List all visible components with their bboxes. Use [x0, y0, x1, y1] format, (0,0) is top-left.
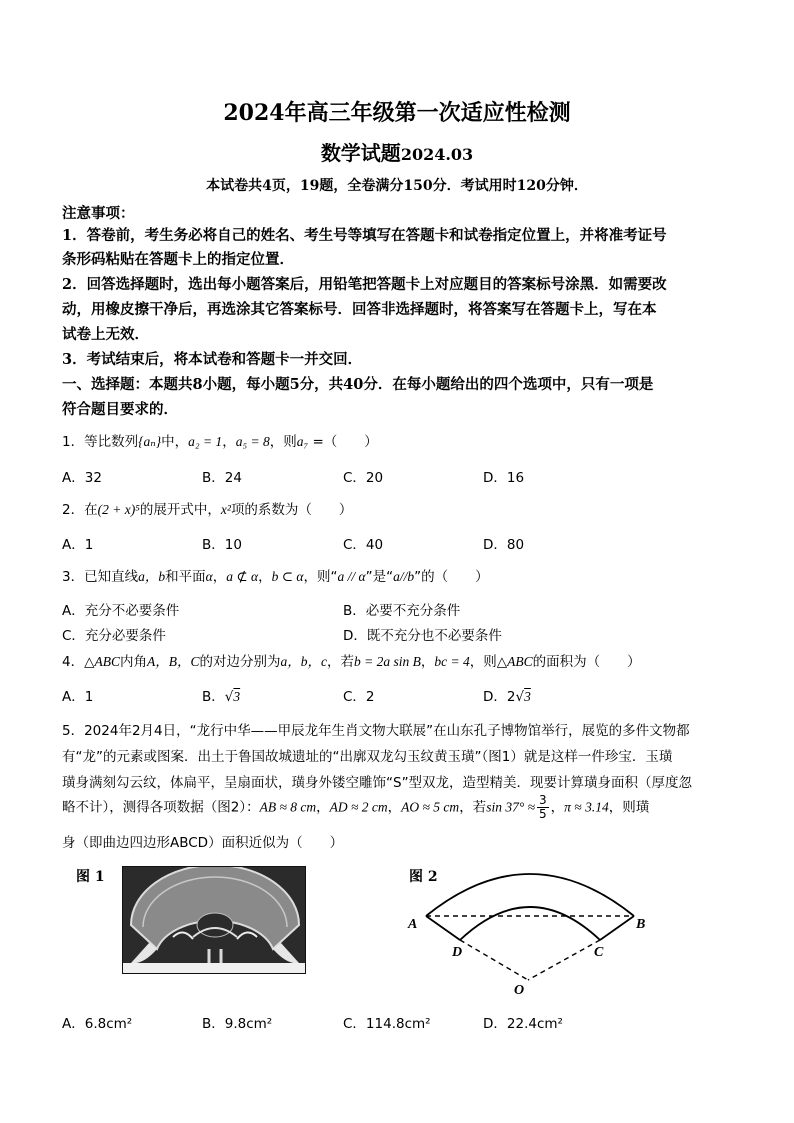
q5-line4-text: 略不计），测得各项数据（图2）：	[62, 799, 260, 816]
q5-line5: 身（即曲边四边形ABCD）面积近似为（ ）	[62, 835, 344, 851]
question-4	[62, 650, 641, 670]
q2-option-b: B．10	[202, 537, 242, 553]
figure-1-label: 图 1	[76, 869, 105, 885]
figure-2-diagram	[400, 852, 660, 1000]
q1-sequence: {aₙ}	[138, 434, 162, 449]
q3-option-c: C．充分必要条件	[62, 628, 166, 644]
exam-intro: 本试卷共4页，19题，全卷满分150分．考试用时120分钟．	[206, 178, 588, 194]
notice-item2-line3: 试卷上无效．	[62, 326, 149, 343]
q5-sep5: ，则璜	[608, 799, 650, 816]
q4-option-c: C．2	[343, 689, 375, 705]
exam-subtitle	[0, 137, 794, 166]
q5-option-d: D．22.4cm²	[483, 1016, 563, 1032]
q2-expression: (2 + x)⁵	[97, 502, 140, 517]
q1-sep2: ，则	[269, 434, 297, 450]
q4-option-d: D．2√3	[483, 689, 531, 705]
q2-mid: 的展开式中，	[139, 502, 221, 518]
q4-suffix: 的面积为（ ）	[532, 654, 641, 670]
q4-option-d-radicand: 3	[524, 689, 531, 704]
q3-option-b: B．必要不充分条件	[343, 603, 461, 619]
q3-statement-1: a // α	[337, 569, 366, 584]
segment-do	[460, 940, 528, 980]
q4-angles: A，B，C	[146, 654, 200, 669]
q1-suffix: =（ ）	[308, 434, 378, 450]
notice-item1-line2: 条形码粘贴在答题卡上的指定位置．	[62, 251, 294, 268]
q4-mid4: ，则	[469, 654, 497, 670]
q3-condition-2: b ⊂ α	[271, 569, 304, 584]
q1-mid: 中，	[161, 434, 189, 450]
q5-sep3: ，若	[459, 799, 487, 816]
q3-suffix: ”的（ ）	[414, 569, 489, 585]
q2-option-d: D．80	[483, 537, 525, 553]
q3-statement-2: a//b	[393, 569, 415, 584]
question-2	[62, 498, 352, 518]
q4-triangle: △ABC	[84, 654, 120, 669]
q1-option-d: D．16	[483, 470, 525, 486]
notice-item1-line1: 1．答卷前，考生务必将自己的姓名、考生号等填写在答题卡和试卷指定位置上，并将准考证号	[62, 227, 667, 244]
question-1	[62, 430, 378, 450]
q5-line1: 5．2024年2月4日，“龙行中华——甲辰龙年生肖文物大联展”在山东孔子博物馆举行，展览的多件文物都	[62, 723, 690, 739]
q5-line3: 璜身满刻勾云纹，体扁平，呈扇面状，璜身外镂空雕饰“S”型双龙，造型精美．现要计算璜身面积（厚度忽	[62, 775, 693, 791]
q3-mid4: ”是“	[365, 569, 394, 585]
q3-lines: a，b	[138, 569, 166, 584]
q1-condition-1: a₂ = 1	[188, 434, 223, 449]
q1-prefix: 1．等比数列	[62, 434, 139, 450]
notice-heading: 注意事项：	[62, 205, 135, 222]
q3-condition-1: a ⊄ α	[226, 569, 259, 584]
q3-option-a: A．充分不必要条件	[62, 603, 180, 619]
q2-prefix: 2．在	[62, 502, 98, 518]
q4-equation-2: bc = 4	[434, 654, 470, 669]
exam-date: 2024.03	[400, 145, 474, 164]
segment-co	[528, 940, 600, 980]
q5-sep1: ，	[316, 799, 330, 816]
exam-title: 2024年高三年级第一次适应性检测	[223, 100, 571, 126]
q1-option-c: C．20	[343, 470, 384, 486]
q1-option-b: B．24	[202, 470, 242, 486]
q1-option-a: A．32	[62, 470, 102, 486]
q4-option-b-label: B．	[202, 689, 225, 705]
q5-line4	[62, 794, 649, 821]
figure-2-label: 图 2	[409, 869, 438, 885]
point-b-label: B	[636, 917, 646, 932]
q1-target: a₇	[296, 434, 309, 449]
q4-option-b-radicand: 3	[233, 689, 241, 704]
point-a-label: A	[408, 917, 418, 932]
q4-option-a: A．1	[62, 689, 94, 705]
q5-option-c: C．114.8cm²	[343, 1016, 431, 1032]
q4-option-d-label: D．2	[483, 689, 516, 705]
q5-line2: 有“龙”的元素或图案．出土于鲁国故城遗址的“出廓双龙勾玉纹黄玉璜”（图1）就是这样一件珍宝．玉璜	[62, 749, 673, 765]
notice-item3: 3．考试结束后，将本试卷和答题卡一并交回．	[62, 351, 363, 368]
side-bc	[600, 916, 634, 940]
q3-mid1: 和平面	[165, 569, 206, 585]
notice-item2-line1: 2．回答选择题时，选出每小题答案后，用铅笔把答题卡上对应题目的答案标号涂黑．如需要改	[62, 276, 667, 293]
q3-mid3: ，则“	[303, 569, 338, 585]
section1-line1: 一、选择题：本题共8小题，每小题5分，共40分．在每小题给出的四个选项中，只有一项是	[62, 376, 654, 393]
q2-option-c: C．40	[343, 537, 384, 553]
q5-sep4: ，	[550, 799, 565, 816]
q5-fraction	[537, 794, 549, 821]
q5-pi: π ≈ 3.14	[564, 799, 609, 815]
notice-item2-line2: 动，用橡皮擦干净后，再选涂其它答案标号．回答非选择题时，将答案写在答题卡上，写在本	[62, 301, 657, 318]
q5-ab: AB ≈ 8 cm	[259, 799, 317, 815]
q2-option-a: A．1	[62, 537, 94, 553]
q3-option-d: D．既不充分也不必要条件	[343, 628, 502, 644]
q5-option-b: B．9.8cm²	[202, 1016, 273, 1032]
subject-title: 数学试题	[320, 141, 401, 165]
q3-plane: α	[205, 569, 213, 584]
point-d-label: D	[452, 945, 463, 960]
q4-sides: a，b，c	[280, 654, 327, 669]
outer-arc	[426, 874, 634, 916]
q4-triangle-2: △ABC	[496, 654, 533, 669]
figure-1-photo	[122, 866, 306, 974]
side-ad	[426, 916, 460, 940]
q3-prefix: 3．已知直线	[62, 569, 139, 585]
point-o-label: O	[514, 983, 525, 998]
q4-equation-1: b = 2a sin B	[353, 654, 421, 669]
q5-option-a: A．6.8cm²	[62, 1016, 133, 1032]
q5-sin: sin 37° ≈	[486, 799, 535, 815]
q4-mid3: ，若	[326, 654, 354, 670]
q5-frac-den: 5	[539, 807, 547, 821]
q2-term: x²	[220, 502, 231, 517]
q4-sep: ，	[420, 654, 435, 670]
question-3	[62, 565, 489, 585]
q4-mid1: 内角	[119, 654, 147, 670]
q1-sep1: ，	[222, 434, 236, 450]
q2-suffix: 项的系数为（ ）	[230, 502, 353, 518]
q5-ad: AD ≈ 2 cm	[329, 799, 388, 815]
q3-sep: ，	[258, 569, 272, 585]
q5-sep2: ，	[387, 799, 402, 816]
q4-prefix: 4．	[62, 654, 85, 670]
q3-mid2: ，	[212, 569, 227, 585]
section1-line2: 符合题目要求的．	[62, 401, 178, 418]
q5-ao: AO ≈ 5 cm	[401, 799, 460, 815]
q4-mid2: 的对边分别为	[199, 654, 281, 670]
jade-artifact-image	[123, 867, 305, 973]
point-c-label: C	[594, 945, 604, 960]
q1-condition-2: a₅ = 8	[235, 434, 270, 449]
q4-option-b: B．√3	[202, 689, 241, 705]
inner-arc	[460, 907, 600, 940]
q5-frac-num: 3	[539, 793, 547, 807]
